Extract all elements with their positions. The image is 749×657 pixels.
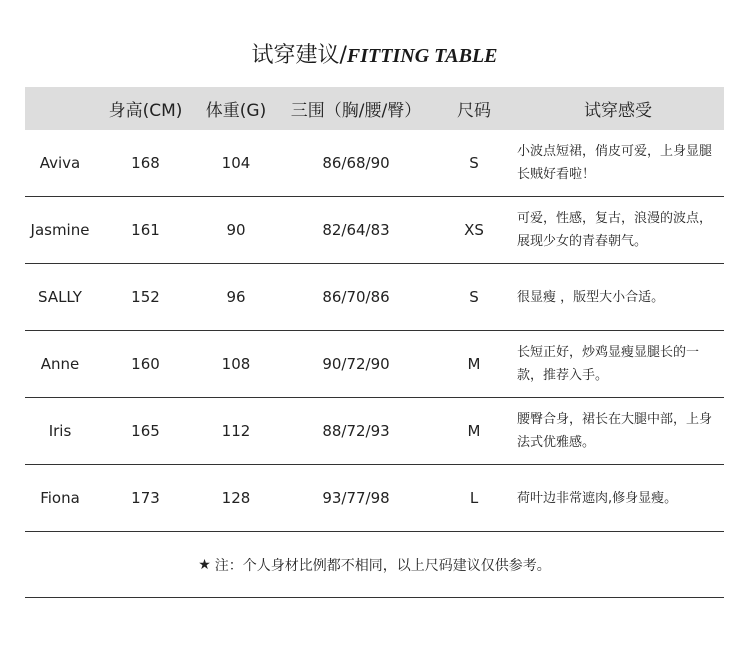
star-icon: ★: [198, 556, 211, 573]
header-measurements: 三围（胸/腰/臀）: [290, 101, 422, 121]
cell-weight: 90: [226, 221, 246, 239]
cell-height: 160: [131, 355, 160, 373]
cell-size: S: [469, 154, 479, 172]
cell-height: 161: [131, 221, 160, 239]
title-chinese: 试穿建议/: [251, 43, 347, 68]
cell-name: Anne: [40, 355, 80, 373]
cell-name: Iris: [48, 422, 72, 440]
cell-measurements: 82/64/83: [322, 221, 390, 239]
cell-size: L: [469, 489, 479, 507]
header-weight: 体重(G): [205, 101, 267, 121]
cell-weight: 112: [221, 422, 251, 440]
footnote: [25, 532, 724, 598]
cell-measurements: 86/68/90: [322, 154, 390, 172]
cell-feedback: 很显瘦 ，版型大小合适。: [517, 289, 665, 305]
cell-height: 152: [131, 288, 160, 306]
header-feedback: 试穿感受: [584, 101, 652, 121]
cell-measurements: 93/77/98: [322, 489, 390, 507]
header-height: 身高(CM): [108, 101, 183, 121]
table-row: [25, 331, 724, 398]
cell-feedback: 腰臀合身，裙长在大腿中部，上身法式优雅感。: [517, 412, 713, 450]
fitting-table: [25, 87, 724, 598]
title-english: FITTING TABLE: [346, 45, 498, 67]
header-name: [25, 87, 95, 130]
cell-weight: 108: [221, 355, 251, 373]
table-row: [25, 197, 724, 264]
cell-feedback: 长短正好，炒鸡显瘦显腿长的一款，推荐入手。: [517, 345, 700, 383]
cell-height: 173: [131, 489, 160, 507]
header-size: 尺码: [457, 101, 491, 121]
cell-feedback: 荷叶边非常遮肉,修身显瘦。: [517, 490, 678, 506]
table-row: [25, 465, 724, 532]
cell-size: XS: [464, 221, 484, 239]
page-title: [0, 38, 749, 69]
cell-measurements: 88/72/93: [322, 422, 390, 440]
cell-size: M: [467, 355, 481, 373]
cell-height: 165: [131, 422, 160, 440]
cell-size: S: [469, 288, 479, 306]
cell-height: 168: [131, 154, 160, 172]
cell-size: M: [467, 422, 481, 440]
cell-weight: 128: [221, 489, 251, 507]
cell-name: Jasmine: [30, 221, 90, 239]
cell-measurements: 90/72/90: [322, 355, 390, 373]
table-row: [25, 264, 724, 331]
table-row: [25, 398, 724, 465]
cell-name: Fiona: [40, 489, 80, 507]
cell-measurements: 86/70/86: [322, 288, 390, 306]
table-header: [25, 87, 724, 130]
table-row: [25, 130, 724, 197]
footnote-text: 注：个人身材比例都不相同，以上尺码建议仅供参考。: [214, 557, 551, 574]
cell-feedback: 可爱，性感，复古，浪漫的波点，展现少女的青春朝气。: [517, 211, 713, 249]
cell-name: Aviva: [39, 154, 81, 172]
cell-feedback: 小波点短裙，俏皮可爱，上身显腿长贼好看啦！: [517, 144, 713, 182]
cell-weight: 96: [226, 288, 246, 306]
cell-weight: 104: [221, 154, 251, 172]
cell-name: SALLY: [38, 288, 82, 306]
